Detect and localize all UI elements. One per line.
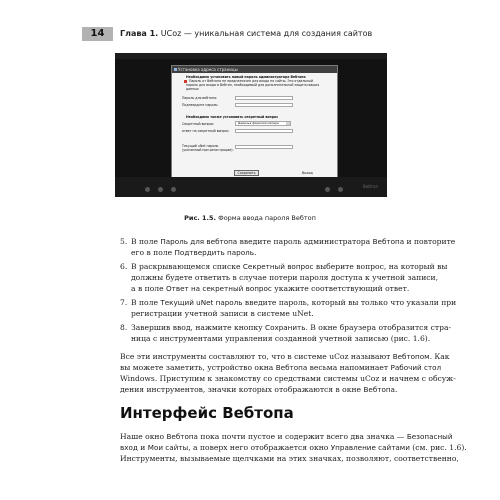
text-run: ница с инструментами управления созданной учетной записью (рис. 1.6).	[131, 334, 431, 343]
text-run: и повторите	[404, 237, 456, 246]
steps-list	[120, 236, 460, 347]
text-run: выберите вопрос, на который вы	[313, 262, 448, 271]
current-password-label-1: Текущий uNet пароль	[182, 144, 219, 148]
password-heading: Необходимо установить новый пароль администратора Вебтопа	[186, 75, 306, 79]
list-item	[120, 322, 460, 344]
list-item-number: 6.	[120, 262, 128, 271]
text-run: Наше окно	[120, 432, 167, 441]
text-run: Все эти инструменты составляют то, что в системе uCoz называют	[120, 352, 393, 361]
body-paragraph	[120, 351, 465, 395]
text-run: введите пароль администратора	[237, 237, 373, 246]
secret-question-select[interactable]	[235, 121, 291, 126]
current-password-label-2: (указанный при регистрации):	[182, 148, 234, 152]
ui-term: Пароль для вебтопа	[160, 237, 238, 246]
text-run: Windows. Приступим к знакомству со средствами системы uCoz и начнем с обсуж-	[120, 374, 456, 383]
screenshot-top-bar	[115, 53, 387, 59]
text-run: Инструменты, вызываемые щелчками на этих значках, позволяют, соответственно,	[120, 454, 459, 463]
screenshot-dock	[115, 177, 387, 197]
text-line	[131, 283, 460, 294]
dock-icon	[338, 187, 343, 192]
ui-term: Рабочий стол	[390, 363, 442, 372]
confirm-password-input[interactable]	[235, 103, 293, 107]
text-line	[120, 362, 465, 373]
text-run: . Как	[429, 352, 450, 361]
text-line	[131, 297, 460, 308]
ui-term: Вебтопом	[392, 352, 430, 361]
text-run: пока почти пустое и содержит всего два значка —	[197, 432, 407, 441]
caption-text: Форма ввода пароля Вебтоп	[218, 214, 316, 222]
save-button[interactable]: Сохранить	[234, 170, 259, 176]
secret-answer-label: ответ на секретный вопрос:	[182, 129, 230, 133]
page-header	[82, 27, 462, 41]
dock-icon	[158, 187, 163, 192]
text-line	[131, 236, 460, 247]
dock-icon	[325, 187, 330, 192]
page-number: 14	[82, 27, 113, 41]
text-run: . В окне браузера отобразится стра-	[305, 323, 452, 332]
text-run: В поле	[131, 237, 161, 246]
exit-link[interactable]: Выход	[302, 171, 313, 175]
text-run: В раскрывающемся списке	[131, 262, 243, 271]
ui-term: Сохранить	[265, 323, 306, 332]
warning-line-3: данных	[186, 87, 199, 91]
text-line	[120, 453, 465, 464]
text-run: В поле	[131, 298, 161, 307]
chapter-prefix: Глава 1.	[120, 29, 159, 38]
password-dialog	[171, 65, 338, 182]
figure-screenshot	[115, 53, 387, 197]
text-run: (см. рис. 1.6).	[409, 443, 467, 452]
text-line	[120, 373, 465, 384]
ui-term: Текущий uNet пароль	[160, 298, 243, 307]
text-run: должны будете ответить в случае потери пароля доступа к учетной записи,	[131, 273, 438, 282]
text-run: а в поле	[131, 284, 166, 293]
list-item	[120, 261, 460, 294]
list-item	[120, 297, 460, 319]
text-run: введите пароль, который вы только что указали при	[242, 298, 457, 307]
ui-term: Вебтопа	[363, 385, 395, 394]
text-line	[120, 351, 465, 362]
text-run: регистрации учетной записи в системе uNet.	[131, 309, 314, 318]
list-item-number: 8.	[120, 323, 128, 332]
chapter-title	[120, 27, 372, 41]
password-label: Пароль для вебтопа:	[182, 96, 218, 100]
text-run: Завершив ввод, нажмите кнопку	[131, 323, 266, 332]
chevron-down-icon	[286, 122, 290, 125]
ui-term: Подтвердить пароль	[174, 248, 254, 257]
ui-term: Секретный вопрос	[242, 262, 314, 271]
text-line	[131, 333, 460, 344]
dock-icon	[145, 187, 150, 192]
list-item-number: 7.	[120, 298, 128, 307]
warning-line-1: Пароль от Вебтопа не предназначен для входа на сайты. Это отдельный	[189, 79, 313, 83]
figure-caption	[0, 214, 500, 222]
corner-label: Вебтоп	[363, 184, 379, 189]
text-run: .	[253, 248, 257, 257]
text-run: его в поле	[131, 248, 175, 257]
secret-answer-input[interactable]	[235, 129, 293, 133]
ui-term: Вебтопа	[166, 432, 198, 441]
chapter-name: UCoz — уникальная система для создания сайтов	[160, 29, 373, 38]
text-line	[131, 261, 460, 272]
list-item	[120, 236, 460, 258]
text-run: вы можете заметить, устройство окна	[120, 363, 276, 372]
ui-term: Вебтопа	[275, 363, 308, 372]
text-line	[120, 384, 465, 395]
secret-heading: Необходимо также установить секретный вопрос	[186, 115, 279, 119]
text-line	[131, 272, 460, 283]
text-line	[131, 322, 460, 333]
ui-term: Мои сайты	[147, 443, 189, 452]
text-run: .	[394, 385, 398, 394]
text-line	[131, 308, 460, 319]
text-run: и	[137, 443, 148, 452]
current-password-input[interactable]	[235, 145, 293, 149]
ui-term: Вебтопа	[372, 237, 405, 246]
section-heading: Интерфейс Вебтопа	[120, 404, 294, 422]
password-input[interactable]	[235, 96, 293, 100]
ui-term: вход	[120, 443, 138, 452]
text-line	[120, 431, 465, 442]
dialog-title: Установка адреса страницы	[172, 66, 337, 73]
ui-term: Безопасный	[406, 432, 453, 441]
warning-line-2: пароль для входа в Вебтоп, необходимый для дополнительной защиты ваших	[186, 83, 320, 87]
text-run: дения инструментов, значки которых отображаются в окне	[120, 385, 364, 394]
text-line	[131, 247, 460, 258]
text-line	[120, 442, 465, 453]
text-run: , а поверх него отображается окно	[188, 443, 331, 452]
dock-icon	[171, 187, 176, 192]
caption-number: Рис. 1.5.	[184, 214, 217, 222]
secret-question-value: Девичья фамилия матери	[238, 121, 279, 125]
ui-term: Управление сайтами	[330, 443, 410, 452]
text-run: весьма напоминает	[307, 363, 391, 372]
ui-term: Ответ на секретный вопрос	[166, 284, 272, 293]
list-item-number: 5.	[120, 237, 128, 246]
body-paragraph-2	[120, 431, 465, 464]
text-run: укажите соответствующий ответ.	[271, 284, 410, 293]
confirm-label: Подтвердите пароль:	[182, 103, 219, 107]
secret-question-label: Секретный вопрос:	[182, 122, 215, 126]
